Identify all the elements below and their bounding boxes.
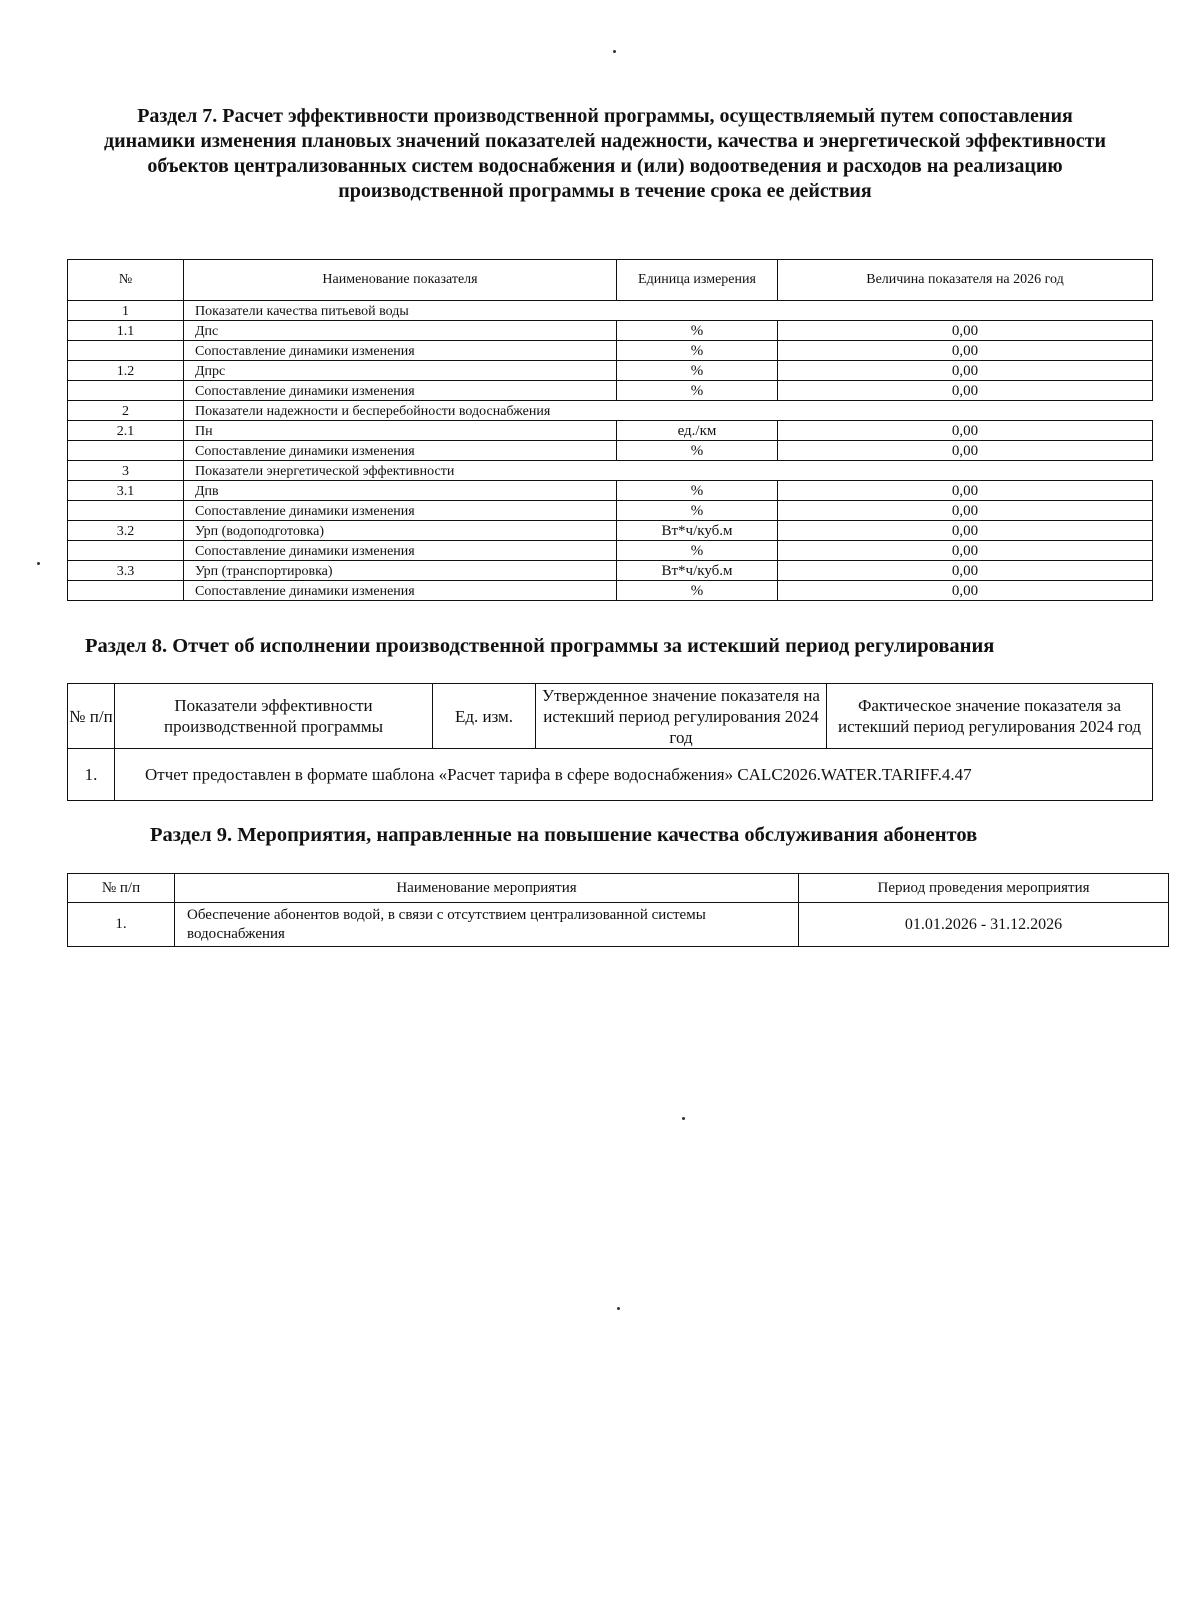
indicator-value: 0,00: [778, 561, 1153, 581]
indicator-value: 0,00: [778, 341, 1153, 361]
indicator-name: Сопоставление динамики изменения: [184, 501, 617, 521]
col-header-indicators: Показатели эффективности производственной программы: [115, 684, 433, 749]
section9-title: Раздел 9. Мероприятия, направленные на повышение качества обслуживания абонентов: [150, 824, 978, 846]
table-header-row: [68, 684, 1153, 749]
table-row: [68, 321, 1153, 341]
table-row: [68, 521, 1153, 541]
row-num: 1.1: [68, 321, 184, 341]
indicator-name: Сопоставление динамики изменения: [184, 541, 617, 561]
table-row: [68, 501, 1153, 521]
group-name: Показатели качества питьевой воды: [184, 301, 1153, 321]
table-row: [68, 341, 1153, 361]
measure-name: Обеспечение абонентов водой, в связи с отсутствием централизованной системы водоснабжения: [175, 903, 799, 947]
row-num: 1.: [68, 749, 115, 801]
table-row: [68, 481, 1153, 501]
scan-speck: [37, 562, 40, 565]
indicator-value: 0,00: [778, 541, 1153, 561]
indicator-unit: %: [617, 541, 778, 561]
indicator-unit: %: [617, 381, 778, 401]
section7-title: Раздел 7. Расчет эффективности производственной программы, осуществляемый путем сопоставления динамики изменения плановых значений показателей надежности, качества и энергетической эффективности объектов централизованных систем водоснабжения и (или) водоотведения и расходов на реализацию производственной программы в течение срока ее действия: [103, 105, 1107, 202]
table-header-row: [68, 874, 1169, 903]
indicator-name: Сопоставление динамики изменения: [184, 341, 617, 361]
table-row: [68, 301, 1153, 321]
scan-speck: [617, 1307, 620, 1310]
table-row: [68, 401, 1153, 421]
indicator-name: Урп (водоподготовка): [184, 521, 617, 541]
row-num: 3.2: [68, 521, 184, 541]
indicator-value: 0,00: [778, 581, 1153, 601]
table-row: [68, 441, 1153, 461]
indicator-value: 0,00: [778, 321, 1153, 341]
indicator-unit: Вт*ч/куб.м: [617, 521, 778, 541]
table-row: [68, 561, 1153, 581]
col-header-period: Период проведения мероприятия: [799, 874, 1169, 903]
table-row: [68, 381, 1153, 401]
col-header-approved: Утвержденное значение показателя на истекший период регулирования 2024 год: [536, 684, 827, 749]
measure-period: 01.01.2026 - 31.12.2026: [799, 903, 1169, 947]
indicator-value: 0,00: [778, 441, 1153, 461]
col-header-unit: Единица измерения: [617, 260, 778, 301]
indicator-unit: %: [617, 501, 778, 521]
indicator-name: Урп (транспортировка): [184, 561, 617, 581]
section8-table: [67, 683, 1153, 801]
indicator-name: Пн: [184, 421, 617, 441]
section7-table-body: [68, 301, 1153, 601]
section9-table: [67, 873, 1169, 947]
col-header-value: Величина показателя на 2026 год: [778, 260, 1153, 301]
indicator-unit: %: [617, 441, 778, 461]
indicator-name: Дпрс: [184, 361, 617, 381]
indicator-name: Дпв: [184, 481, 617, 501]
row-num: [68, 501, 184, 521]
table-row: [68, 461, 1153, 481]
row-num: 3: [68, 461, 184, 481]
indicator-name: Сопоставление динамики изменения: [184, 381, 617, 401]
row-num: 3.1: [68, 481, 184, 501]
section8-title: Раздел 8. Отчет об исполнении производственной программы за истекший период регулирования: [85, 635, 995, 657]
table-row: [68, 903, 1169, 947]
row-num: [68, 581, 184, 601]
row-num: [68, 541, 184, 561]
col-header-num: № п/п: [68, 684, 115, 749]
row-num: [68, 441, 184, 461]
row-num: [68, 381, 184, 401]
col-header-name: Наименование мероприятия: [175, 874, 799, 903]
indicator-value: 0,00: [778, 361, 1153, 381]
indicator-unit: %: [617, 481, 778, 501]
indicator-value: 0,00: [778, 481, 1153, 501]
row-num: 1.2: [68, 361, 184, 381]
col-header-name: Наименование показателя: [184, 260, 617, 301]
indicator-value: 0,00: [778, 421, 1153, 441]
table-row: [68, 361, 1153, 381]
row-num: 1: [68, 301, 184, 321]
section7-table: [67, 259, 1153, 601]
row-num: 2: [68, 401, 184, 421]
indicator-value: 0,00: [778, 501, 1153, 521]
scan-speck: [613, 50, 616, 53]
indicator-unit: %: [617, 581, 778, 601]
report-note: Отчет предоставлен в формате шаблона «Расчет тарифа в сфере водоснабжения» CALC2026.WATER.TARIFF.4.47: [115, 749, 1153, 801]
indicator-unit: %: [617, 321, 778, 341]
row-num: [68, 341, 184, 361]
indicator-unit: %: [617, 361, 778, 381]
scan-speck: [682, 1117, 685, 1120]
table-row: [68, 581, 1153, 601]
table-row: [68, 421, 1153, 441]
table-header-row: [68, 260, 1153, 301]
table-row: [68, 749, 1153, 801]
indicator-name: Дпс: [184, 321, 617, 341]
indicator-value: 0,00: [778, 521, 1153, 541]
indicator-value: 0,00: [778, 381, 1153, 401]
col-header-num: № п/п: [68, 874, 175, 903]
col-header-unit: Ед. изм.: [433, 684, 536, 749]
indicator-unit: Вт*ч/куб.м: [617, 561, 778, 581]
indicator-unit: %: [617, 341, 778, 361]
col-header-num: №: [68, 260, 184, 301]
indicator-unit: ед./км: [617, 421, 778, 441]
row-num: 3.3: [68, 561, 184, 581]
indicator-name: Сопоставление динамики изменения: [184, 581, 617, 601]
row-num: 1.: [68, 903, 175, 947]
group-name: Показатели надежности и бесперебойности водоснабжения: [184, 401, 1153, 421]
group-name: Показатели энергетической эффективности: [184, 461, 1153, 481]
col-header-actual: Фактическое значение показателя за истекший период регулирования 2024 год: [827, 684, 1153, 749]
row-num: 2.1: [68, 421, 184, 441]
indicator-name: Сопоставление динамики изменения: [184, 441, 617, 461]
table-row: [68, 541, 1153, 561]
